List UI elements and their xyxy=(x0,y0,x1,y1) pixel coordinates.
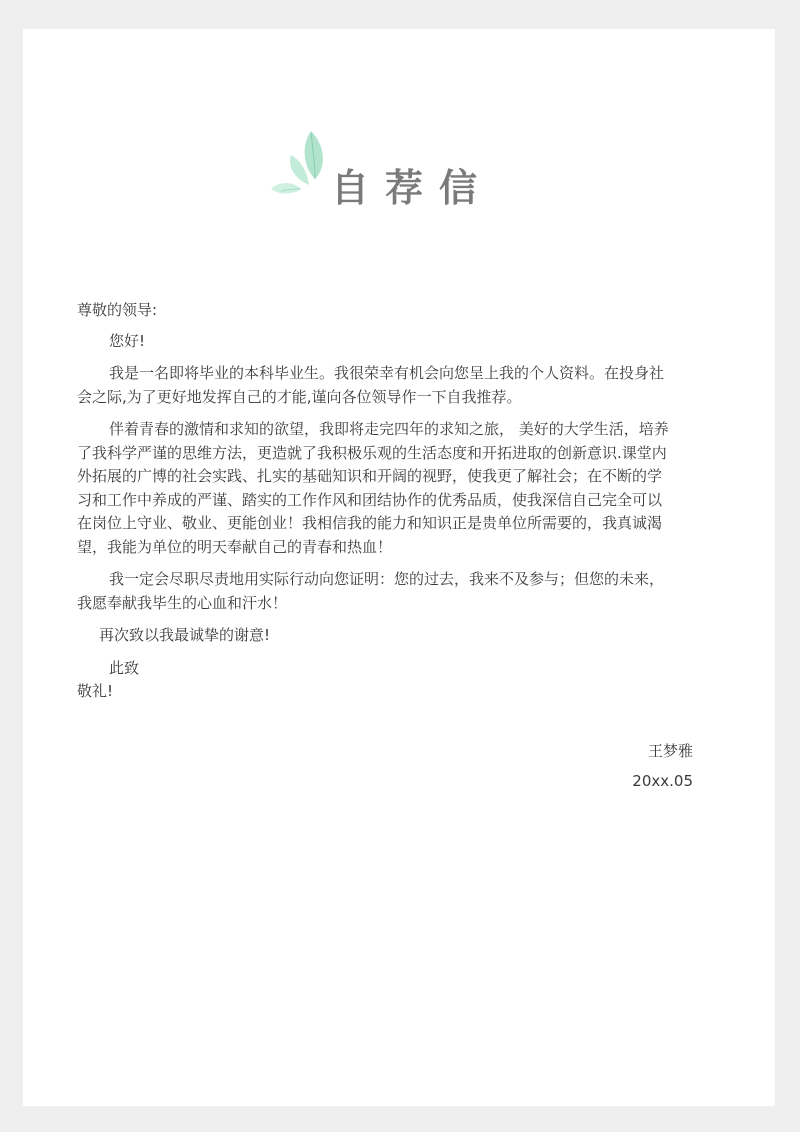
page-title: 自荐信 xyxy=(331,166,494,210)
paragraph-line: 了我科学严谨的思维方法，更造就了我积极乐观的生活态度和开拓进取的创新意识.课堂内 xyxy=(77,443,667,462)
paragraph-line: 我一定会尽职尽责地用实际行动向您证明：您的过去，我来不及参与；但您的未来， xyxy=(109,570,665,588)
paragraph-1 xyxy=(77,362,727,409)
signature-date: 20xx.05 xyxy=(632,772,693,790)
letter-page xyxy=(23,29,775,1106)
paragraph-2 xyxy=(77,418,727,559)
paragraph-line: 伴着青春的激情和求知的欲望，我即将走完四年的求知之旅， 美好的大学生活，培养 xyxy=(109,420,669,438)
closing-line-1: 此致 xyxy=(109,658,140,677)
paragraph-line: 望，我能为单位的明天奉献自己的青春和热血！ xyxy=(77,537,393,556)
signature-block xyxy=(623,736,693,796)
thanks-line: 再次致以我最诚挚的谢意! xyxy=(99,626,271,644)
letter-body xyxy=(77,299,727,704)
leaf-icon xyxy=(271,127,337,201)
paragraph-line: 在岗位上守业、敬业、更能创业！我相信我的能力和知识正是贵单位所需要的，我真诚渴 xyxy=(77,514,663,532)
signature-name: 王梦雅 xyxy=(647,742,693,760)
paragraph-line: 我愿奉献我毕生的心血和汗水！ xyxy=(77,593,288,612)
salutation: 尊敬的领导: xyxy=(77,301,158,319)
paragraph-line: 会之际,为了更好地发挥自己的才能,谨向各位领导作一下自我推荐。 xyxy=(77,387,522,406)
paragraph-line: 外拓展的广博的社会实践、扎实的基础知识和开阔的视野，使我更了解社会；在不断的学 xyxy=(77,467,663,485)
closing-line-2: 敬礼! xyxy=(77,682,114,700)
paragraph-3 xyxy=(77,568,727,615)
greeting: 您好! xyxy=(109,331,146,350)
title-block xyxy=(271,127,531,217)
paragraph-line: 我是一名即将毕业的本科毕业生。我很荣幸有机会向您呈上我的个人资料。在投身社 xyxy=(109,364,665,382)
paragraph-line: 习和工作中养成的严谨、踏实的工作作风和团结协作的优秀品质，使我深信自己完全可以 xyxy=(77,490,663,509)
